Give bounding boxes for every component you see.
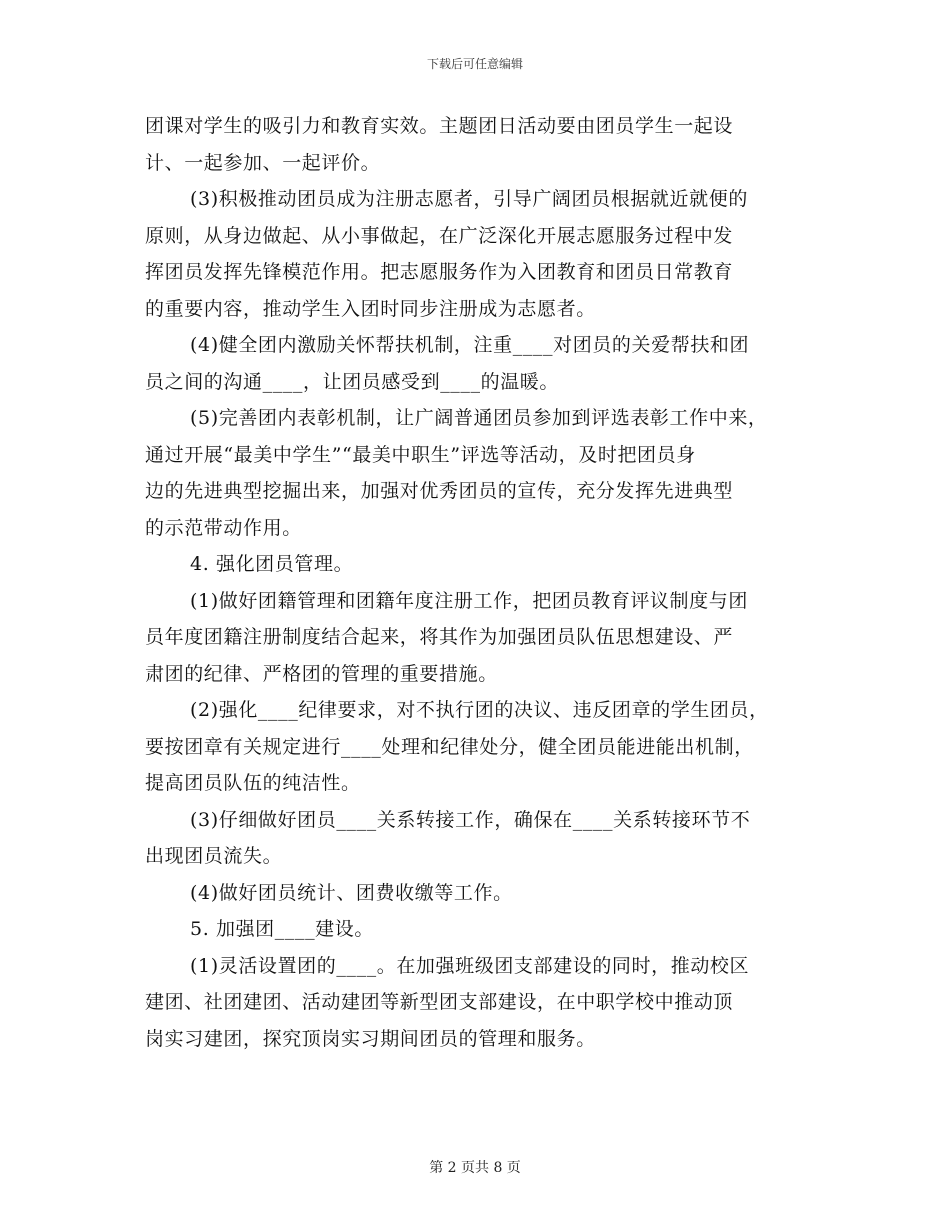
paragraph [145, 181, 815, 327]
text-line: 通过开展“最美中学生”“最美中职生”评选等活动，及时把团员身 [145, 443, 696, 466]
text-line: (2)强化____纪律要求，对不执行团的决议、违反团章的学生团员， [190, 699, 769, 721]
text-line: (3)仔细做好团员____关系转接工作，确保在____关系转接环节不 [190, 808, 751, 831]
paragraph [145, 583, 815, 693]
text-line: (1)灵活设置团的____。在加强班级团支部建设的同时，推动校区 [190, 954, 750, 977]
text-line: 员之间的沟通____，让团员感受到____的温暖。 [145, 370, 560, 393]
text-line: (4)做好团员统计、团费收缴等工作。 [190, 881, 513, 904]
paragraph [145, 911, 815, 948]
document-body [145, 108, 815, 1057]
paragraph [145, 948, 815, 1058]
paragraph [145, 108, 815, 181]
text-line: 计、一起参加、一起评价。 [145, 151, 381, 174]
text-line: (3)积极推动团员成为注册志愿者，引导广阔团员根据就近就便的 [190, 188, 748, 210]
text-line: 的重要内容，推动学生入团时同步注册成为志愿者。 [145, 297, 596, 320]
text-line: 肃团的纪律、严格团的管理的重要措施。 [145, 662, 498, 685]
header-note: 下载后可任意编辑 [426, 57, 523, 71]
text-line: 挥团员发挥先锋模范作用。把志愿服务作为入团教育和团员日常教育 [145, 261, 734, 283]
paragraph [145, 692, 815, 802]
text-line: 团课对学生的吸引力和教育实效。主题团日活动要由团员学生一起设 [145, 115, 734, 137]
text-line: 的示范带动作用。 [145, 516, 302, 539]
paragraph [145, 875, 815, 912]
text-line: 5. 加强团____建设。 [190, 918, 374, 940]
text-line: 原则，从身边做起、从小事做起，在广泛深化开展志愿服务过程中发 [145, 224, 734, 247]
text-line: (4)健全团内激励关怀帮扶机制，注重____对团员的关爱帮扶和团 [190, 334, 750, 356]
text-line: 提高团员队伍的纯洁性。 [145, 772, 361, 794]
page-footer: 第 2 页共 8 页 [429, 1160, 521, 1176]
paragraph [145, 327, 815, 400]
text-line: 岗实习建团，探究顶岗实习期间团员的管理和服务。 [145, 1027, 596, 1050]
text-line: 出现团员流失。 [145, 845, 283, 867]
text-line: 要按团章有关规定进行____处理和纪律处分，健全团员能进能出机制， [145, 735, 754, 758]
paragraph [145, 400, 815, 546]
text-line: (1)做好团籍管理和团籍年度注册工作，把团员教育评议制度与团 [190, 589, 748, 612]
text-line: 4. 强化团员管理。 [190, 553, 354, 575]
text-line: 边的先进典型挖掘出来，加强对优秀团员的宣传，充分发挥先进典型 [145, 480, 734, 502]
text-line: 员年度团籍注册制度结合起来，将其作为加强团员队伍思想建设、严 [145, 626, 734, 648]
paragraph [145, 546, 815, 583]
text-line: 建团、社团建团、活动建团等新型团支部建设，在中职学校中推动顶 [145, 991, 734, 1013]
text-line: (5)完善团内表彰机制，让广阔普通团员参加到评选表彰工作中来， [190, 407, 768, 429]
paragraph [145, 802, 815, 875]
